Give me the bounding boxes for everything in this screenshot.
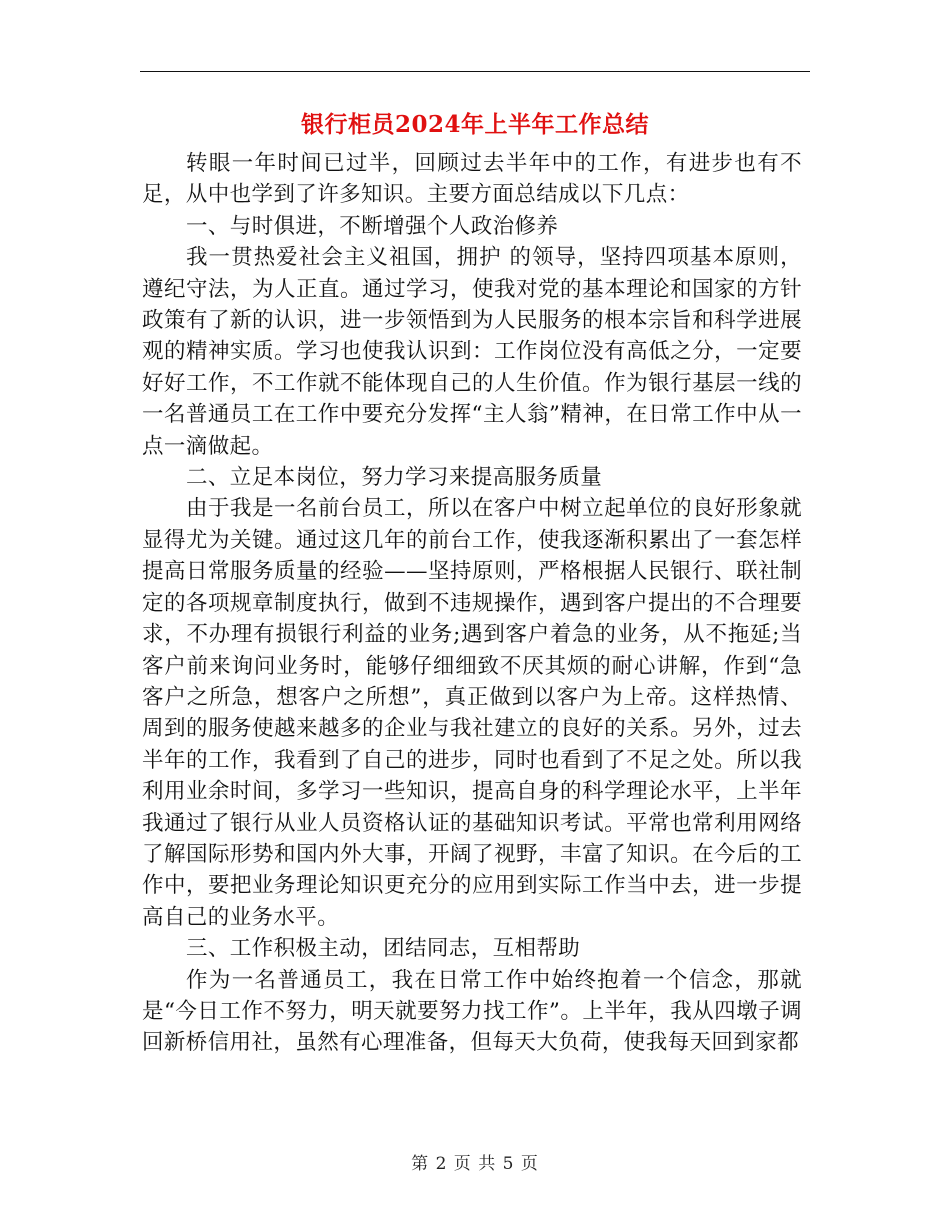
header-rule [140, 71, 810, 72]
section-heading-1: 一、与时俱进，不断增强个人政治修养 [186, 213, 559, 239]
paragraph-section-1: 我一贯热爱社会主义祖国，拥护 的领导，坚持四项基本原则，遵纪守法，为人正直。通过学习，使我对党的基本理论和国家的方针政策有了新的认识，进一步领悟到为人民服务的根本宗旨和科学进展观的精神实质。学习也使我认识到：工作岗位没有高低之分，一定要好好工作，不工作就不能体现自己的人生价值。作为银行基层一线的一名普通员工在工作中要充分发挥“主人翁”精神，在日常工作中从一点一滴做起。 [142, 245, 802, 459]
section-heading-3: 三、工作积极主动，团结同志，互相帮助 [186, 936, 581, 962]
document-body [142, 148, 802, 1059]
paragraph-section-3: 作为一名普通员工，我在日常工作中始终抱着一个信念，那就是“今日工作不努力，明天就要努力找工作”。上半年，我从四墩子调回新桥信用社，虽然有心理准备，但每天大负荷，使我每天回到家都 [142, 967, 802, 1056]
page-number: 第 2 页 共 5 页 [411, 1154, 539, 1174]
paragraph-intro: 转眼一年时间已过半，回顾过去半年中的工作，有进步也有不足，从中也学到了许多知识。主要方面总结成以下几点： [142, 151, 802, 208]
section-heading-2: 二、立足本岗位，努力学习来提高服务质量 [186, 465, 603, 491]
paragraph-section-2: 由于我是一名前台员工，所以在客户中树立起单位的良好形象就显得尤为关键。通过这几年的前台工作，使我逐渐积累出了一套怎样提高日常服务质量的经验——坚持原则，严格根据人民银行、联社制定的各项规章制度执行，做到不违规操作，遇到客户提出的不合理要求，不办理有损银行利益的业务;遇到客户着急的业务，从不拖延;当客户前来询问业务时，能够仔细细致不厌其烦的耐心讲解，作到“急客户之所急，想客户之所想”，真正做到以客户为上帝。这样热情、周到的服务使越来越多的企业与我社建立的良好的关系。另外，过去半年的工作，我看到了自己的进步，同时也看到了不足之处。所以我利用业余时间，多学习一些知识，提高自身的科学理论水平，上半年我通过了银行从业人员资格认证的基础知识考试。平常也常利用网络了解国际形势和国内外大事，开阔了视野，丰富了知识。在今后的工作中，要把业务理论知识更充分的应用到实际工作当中去，进一步提高自己的业务水平。 [142, 496, 802, 930]
document-title: 银行柜员2024年上半年工作总结 [300, 111, 649, 138]
